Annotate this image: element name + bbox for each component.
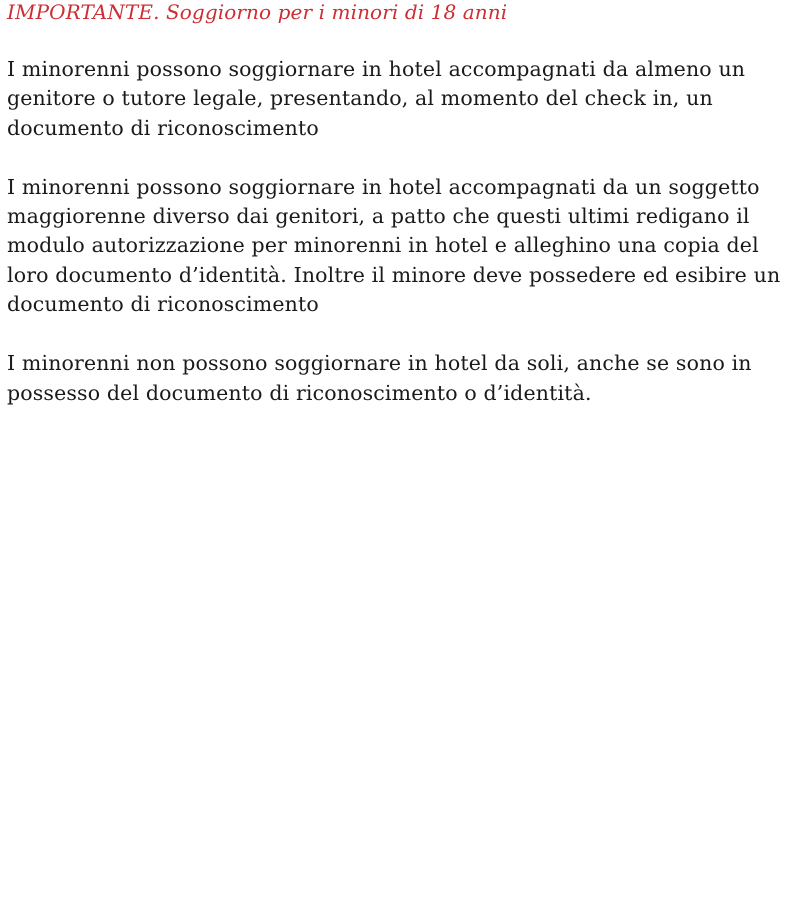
paragraph-other-adult-authorization: I minorenni possono soggiornare in hotel accompagnati da un soggetto maggiorenne diverso dai genitori, a patto che questi ultimi redigano il modulo autorizzazione per minorenni in hotel e alleghino una copia del loro documento d’identità. Inoltre il minore deve possedere ed esibire un documento di riconoscimento — [7, 174, 781, 317]
notice-title: IMPORTANTE. Soggiorno per i minori di 18 anni — [7, 0, 508, 24]
paragraph-minors-alone: I minorenni non possono soggiornare in hotel da soli, anche se sono in possesso del documento di riconoscimento o d’identità. — [7, 351, 752, 405]
paragraph-parent-or-guardian: I minorenni possono soggiornare in hotel accompagnati da almeno un genitore o tutore legale, presentando, al momento del check in, un documento di riconoscimento — [7, 57, 746, 140]
